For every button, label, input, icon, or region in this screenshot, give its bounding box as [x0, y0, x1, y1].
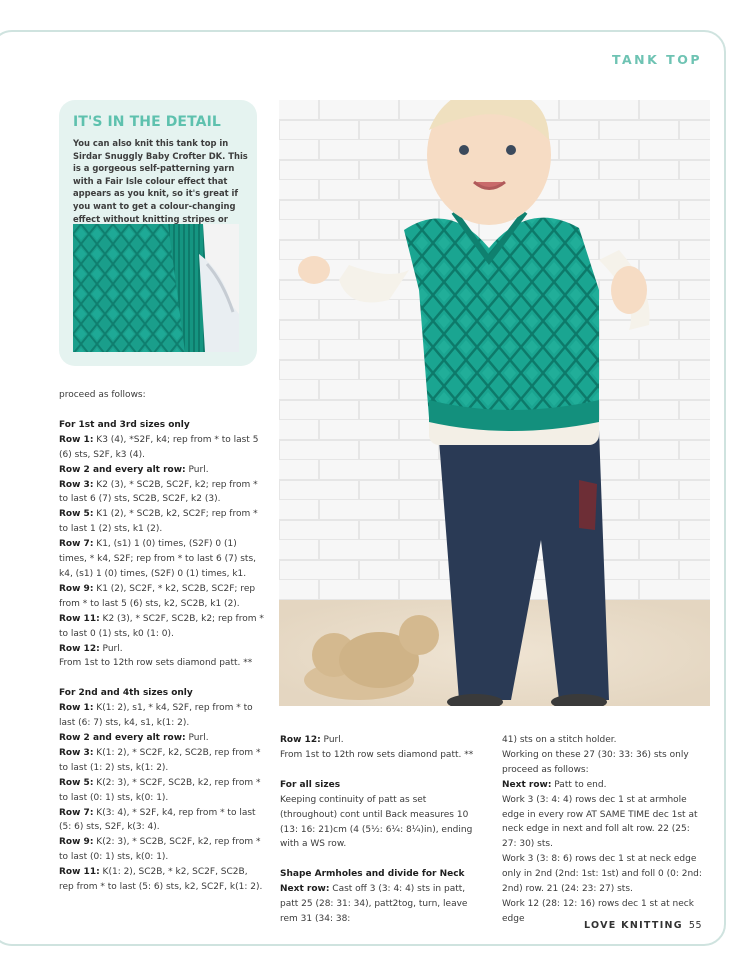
- row-text: K2 (3), * SC2F, SC2B, k2; rep from * to last 0 (1) sts, k0 (1: 0).: [59, 613, 264, 639]
- row-text: K(3: 4), * S2F, k4, rep from * to last (5: 6) sts, S2F, k(3: 4).: [59, 807, 256, 833]
- row-label: Next row:: [280, 884, 330, 895]
- row-text: K(1: 2), SC2B, * k2, SC2F, SC2B, rep from * to last (5: 6) sts, k2, SC2F, k(1: 2).: [59, 867, 263, 893]
- work-neck-text: Work 3 (3: 8: 6) rows dec 1 st at neck edge only in 2nd (2nd: 1st: 1st) and foll 0 (0: 2nd: 2nd) row. 21 (24: 23: 27) sts.: [502, 854, 702, 895]
- pattern-column-3: [502, 733, 702, 927]
- row-label: Row 11:: [59, 867, 100, 878]
- row-text: K(1: 2), s1, * k4, S2F, rep from * to last (6: 7) sts, k4, s1, k(1: 2).: [59, 703, 253, 729]
- row-text: K(2: 3), * SC2B, SC2F, k2, rep from * to last (0: 1) sts, k(0: 1).: [59, 837, 261, 863]
- pattern-row: [59, 806, 264, 836]
- heading-2nd-4th-sizes: For 2nd and 4th sizes only: [59, 688, 193, 699]
- row-label: Row 9:: [59, 837, 94, 848]
- pattern-row: [59, 731, 264, 746]
- baby-tank-top-photo: [279, 100, 710, 706]
- row-text: K2 (3), * SC2B, SC2F, k2; rep from * to last 6 (7) sts, SC2B, SC2F, k2 (3).: [59, 479, 258, 505]
- row-text: Patt to end.: [551, 779, 607, 790]
- row-label: Row 5:: [59, 777, 94, 788]
- row-label: Row 2 and every alt row:: [59, 464, 186, 475]
- row-label: Row 1:: [59, 434, 94, 445]
- row-label: Row 1:: [59, 703, 94, 714]
- pattern-row: [59, 537, 264, 582]
- work-armhole-text: Work 3 (3: 4: 4) rows dec 1 st at armhole edge in every row AT SAME TIME dec 1st at neck edge in next and foll alt row. 22 (25: 27: 30) sts.: [502, 794, 698, 850]
- pattern-row: [59, 612, 264, 642]
- stitch-holder-text: 41) sts on a stitch holder.: [502, 735, 617, 745]
- row-text: Purl.: [99, 643, 123, 654]
- page-footer: [584, 920, 702, 931]
- row-text: K3 (4), *S2F, k4; rep from * to last 5 (6) sts, S2F, k3 (4).: [59, 434, 259, 460]
- pattern-row: [59, 776, 264, 806]
- intro-text: proceed as follows:: [59, 390, 146, 400]
- rows-2nd-4th: [59, 701, 264, 895]
- row-label: Row 9:: [59, 583, 94, 594]
- pattern-row: [59, 478, 264, 508]
- rows-1st-3rd: [59, 433, 264, 657]
- detail-text: You can also knit this tank top in Sirdar Snuggly Baby Crofter DK. This is a gorgeous self-patterning yarn with a Fair Isle colour effect that appears as you knit, so it's great if you want to get a colour-changing effect without knitting stripes or: [73, 138, 248, 224]
- row-label: Row 12:: [280, 735, 321, 745]
- row-label: Row 3:: [59, 479, 94, 490]
- detail-box: [59, 100, 257, 366]
- section-title: TANK TOP: [611, 52, 702, 67]
- pattern-column-1: [59, 388, 264, 895]
- heading-1st-3rd-sizes: For 1st and 3rd sizes only: [59, 419, 190, 430]
- heading-shape-armholes: Shape Armholes and divide for Neck: [280, 869, 465, 880]
- diamond-note-b: From 1st to 12th row sets diamond patt. **: [280, 749, 474, 760]
- pattern-row: [59, 835, 264, 865]
- row-text: K(2: 3), * SC2F, SC2B, k2, rep from * to last (0: 1) sts, k(0: 1).: [59, 777, 261, 803]
- magazine-name: LOVE KNITTING: [584, 920, 683, 931]
- diamond-note-a: From 1st to 12th row sets diamond patt. **: [59, 658, 253, 669]
- pattern-row: [59, 507, 264, 537]
- page-number: 55: [688, 920, 702, 931]
- row-text: Purl.: [185, 733, 209, 744]
- row-label: Row 3:: [59, 747, 94, 758]
- row-label: Row 12:: [59, 643, 100, 654]
- row-text: Purl.: [185, 464, 209, 475]
- all-sizes-text: Keeping continuity of patt as set (throughout) cont until Back measures 10 (13: 16: 21)cm (4 (5½: 6¼: 8¼)in), ending with a WS row.: [280, 794, 473, 850]
- row-label: Row 11:: [59, 613, 100, 624]
- row-label: Row 5:: [59, 509, 94, 520]
- row-text: K1 (2), * SC2B, k2, SC2F; rep from * to last 1 (2) sts, k1 (2).: [59, 509, 258, 535]
- pattern-row: [59, 463, 264, 478]
- row-text: K1, (s1) 1 (0) times, (S2F) 0 (1) times, * k4, S2F; rep from * to last 6 (7) sts, k4, (s1) 1 (0) times, (S2F) 0 (1) times, k1.: [59, 539, 257, 579]
- pattern-row: [59, 642, 264, 657]
- working-text: Working on these 27 (30: 33: 36) sts only proceed as follows:: [502, 749, 689, 775]
- row-label: Row 7:: [59, 539, 94, 550]
- pattern-row: [59, 865, 264, 895]
- row-text: Purl.: [320, 735, 344, 745]
- pattern-row: [59, 433, 264, 463]
- heading-all-sizes: For all sizes: [280, 779, 341, 790]
- row-label: Row 7:: [59, 807, 94, 818]
- row-label: Row 2 and every alt row:: [59, 733, 186, 744]
- next-row-line: [280, 882, 480, 927]
- row-text: K(1: 2), * SC2F, k2, SC2B, rep from * to last (1: 2) sts, k(1: 2).: [59, 747, 261, 773]
- next-row-line: [502, 778, 702, 793]
- row-label: Next row:: [502, 779, 552, 790]
- pattern-column-2: [280, 733, 480, 927]
- pattern-row: [59, 701, 264, 731]
- row-text: Cast off 3 (3: 4: 4) sts in patt, patt 25 (28: 31: 34), patt2tog, turn, leave rem 31 (34: 38:: [280, 884, 468, 925]
- yarn-closeup-image: [73, 224, 239, 352]
- row-12-line: [280, 733, 480, 748]
- pattern-row: [59, 582, 264, 612]
- detail-title: IT'S IN THE DETAIL: [73, 114, 221, 130]
- row-text: K1 (2), SC2F, * k2, SC2B, SC2F; rep from * to last 5 (6) sts, k2, SC2B, k1 (2).: [59, 583, 256, 609]
- pattern-row: [59, 746, 264, 776]
- work-neck-edge-text: Work 12 (28: 12: 16) rows dec 1 st at neck edge: [502, 898, 694, 924]
